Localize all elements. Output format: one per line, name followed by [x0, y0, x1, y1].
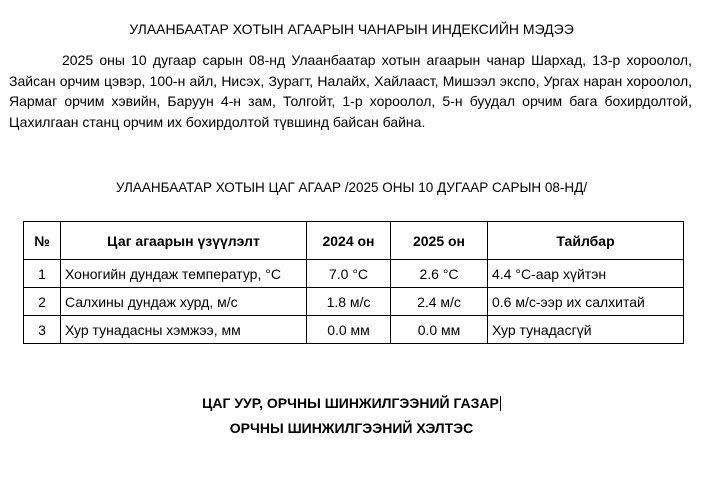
- table-row: [24, 260, 684, 288]
- cell-note: 0.6 м/с-ээр их салхитай: [488, 288, 684, 316]
- document-page[interactable]: [0, 21, 703, 484]
- footer-organization-line: [0, 391, 703, 416]
- cell-indicator: Хоногийн дундаж температур, °C: [61, 260, 307, 288]
- column-header-number: №: [24, 222, 61, 260]
- cell-indicator: Хур тунадасны хэмжээ, мм: [61, 316, 307, 344]
- cell-row-number: 2: [24, 288, 61, 316]
- footer-signature-block: [0, 391, 703, 441]
- column-header-2024: 2024 он: [307, 222, 391, 260]
- column-header-note: Тайлбар: [488, 222, 684, 260]
- footer-department-line: ОРЧНЫ ШИНЖИЛГЭЭНИЙ ХЭЛТЭС: [229, 420, 474, 436]
- column-header-indicator: Цаг агаарын үзүүлэлт: [61, 222, 307, 260]
- cell-row-number: 3: [24, 316, 61, 344]
- footer-organization-text: ЦАГ УУР, ОРЧНЫ ШИНЖИЛГЭЭНИЙ ГАЗАР: [202, 395, 499, 411]
- cell-note: 4.4 °C-аар хүйтэн: [488, 260, 684, 288]
- table-header-row: [24, 222, 684, 260]
- weather-table: [23, 221, 684, 344]
- summary-paragraph: 2025 оны 10 дугаар сарын 08-нд Улаанбаатар хотын агаарын чанар Шархад, 13-р хороолол, Зайсан орчим цэвэр, 100-н айл, Нисэх, Зурагт, Налайх, Хайлааст, Мишээл экспо, Ургах наран хороолол, Яармаг орчим хэвийн, Баруун 4-н зам, Толгойт, 1-р хороолол, 5-н буудал орчим бага бохирдолтой, Цахилгаан станц орчим их бохирдолтой түвшинд байсан байна.: [9, 52, 692, 130]
- cell-value-2024: 0.0 мм: [307, 316, 391, 344]
- cell-value-2025: 2.6 °C: [391, 260, 488, 288]
- column-header-2025: 2025 он: [391, 222, 488, 260]
- cell-value-2024: 7.0 °C: [307, 260, 391, 288]
- cell-indicator: Салхины дундаж хурд, м/с: [61, 288, 307, 316]
- page-title: УЛААНБААТАР ХОТЫН АГААРЫН ЧАНАРЫН ИНДЕКСИЙН МЭДЭЭ: [129, 21, 574, 37]
- table-row: [24, 316, 684, 344]
- cell-value-2025: 2.4 м/с: [391, 288, 488, 316]
- text-cursor-caret: [500, 396, 501, 411]
- cell-note: Хур тунадасгүй: [488, 316, 684, 344]
- cell-row-number: 1: [24, 260, 61, 288]
- weather-section-heading: УЛААНБААТАР ХОТЫН ЦАГ АГААР /2025 ОНЫ 10 ДУГААР САРЫН 08-НД/: [115, 180, 588, 195]
- cell-value-2024: 1.8 м/с: [307, 288, 391, 316]
- cell-value-2025: 0.0 мм: [391, 316, 488, 344]
- table-row: [24, 288, 684, 316]
